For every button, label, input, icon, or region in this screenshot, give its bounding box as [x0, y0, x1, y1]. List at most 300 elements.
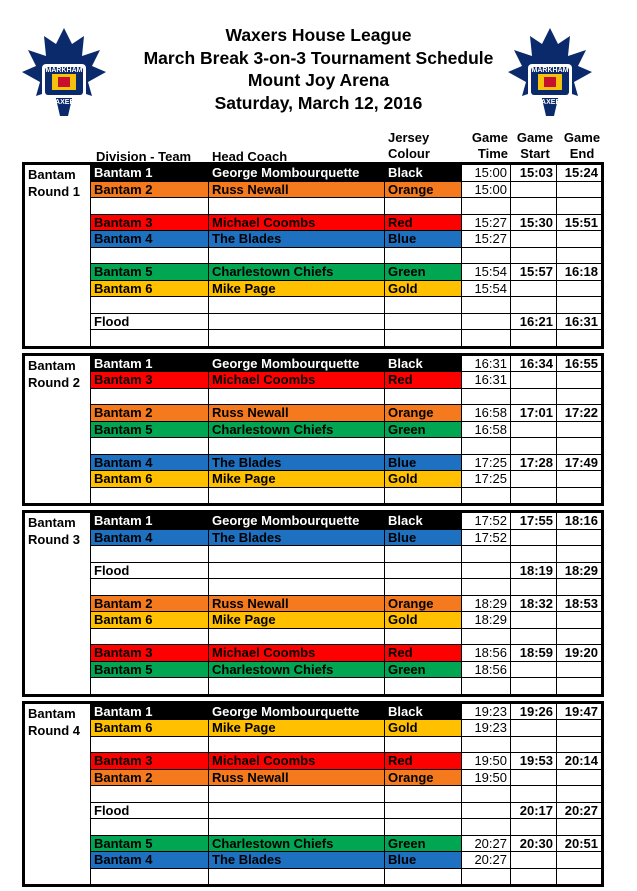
game-end-cell: [557, 612, 603, 629]
game-time-cell: [462, 868, 511, 886]
game-end-cell: 20:14: [557, 753, 603, 770]
game-time-cell: 18:29: [462, 595, 511, 612]
game-end-cell: [557, 819, 603, 836]
game-time-cell: 19:23: [462, 702, 511, 720]
jersey-cell: [385, 802, 462, 819]
coach-cell: [209, 868, 385, 886]
team-cell: [91, 678, 209, 696]
coach-cell: Michael Coombs: [209, 645, 385, 662]
round-label: Bantam Round 2: [24, 354, 91, 505]
coach-cell: The Blades: [209, 852, 385, 869]
game-row: [24, 769, 603, 786]
team-cell: Bantam 4: [91, 454, 209, 471]
game-end-cell: 16:31: [557, 313, 603, 330]
coach-cell: [209, 819, 385, 836]
game-row: [24, 280, 603, 297]
game-start-cell: [511, 198, 557, 215]
game-start-cell: 17:55: [511, 512, 557, 530]
team-cell: Flood: [91, 802, 209, 819]
team-cell: Bantam 1: [91, 354, 209, 372]
game-time-cell: 19:50: [462, 753, 511, 770]
jersey-cell: [385, 438, 462, 455]
game-start-cell: 15:30: [511, 214, 557, 231]
game-end-cell: [557, 438, 603, 455]
jersey-cell: [385, 819, 462, 836]
game-end-cell: [557, 388, 603, 405]
game-row: [24, 529, 603, 546]
game-start-cell: [511, 786, 557, 803]
coach-cell: [209, 438, 385, 455]
game-end-cell: [557, 736, 603, 753]
flood-row: [24, 802, 603, 819]
schedule-header: [0, 24, 637, 114]
game-end-cell: [557, 852, 603, 869]
game-start-cell: 17:28: [511, 454, 557, 471]
division-team-heading: Division - Team: [96, 149, 192, 164]
game-time-cell: [462, 313, 511, 330]
game-start-cell: [511, 181, 557, 198]
coach-cell: The Blades: [209, 231, 385, 248]
coach-cell: [209, 786, 385, 803]
game-start-cell: [511, 330, 557, 348]
team-cell: Bantam 6: [91, 720, 209, 737]
game-row: [24, 702, 603, 720]
team-cell: [91, 736, 209, 753]
svg-text:WAXERS: WAXERS: [534, 99, 566, 106]
jersey-cell: Blue: [385, 231, 462, 248]
team-cell: Bantam 3: [91, 372, 209, 389]
game-row: [24, 645, 603, 662]
game-end-cell: 16:55: [557, 354, 603, 372]
coach-cell: [209, 198, 385, 215]
game-start-cell: [511, 579, 557, 596]
game-start-cell: 17:01: [511, 405, 557, 422]
jersey-cell: Red: [385, 645, 462, 662]
jersey-cell: Green: [385, 661, 462, 678]
jersey-cell: [385, 628, 462, 645]
team-cell: Bantam 5: [91, 835, 209, 852]
team-cell: Bantam 2: [91, 595, 209, 612]
arena-name: Mount Joy Arena: [247, 70, 390, 91]
game-start-cell: 15:03: [511, 164, 557, 182]
jersey-cell: Blue: [385, 454, 462, 471]
game-row: [24, 612, 603, 629]
coach-cell: [209, 388, 385, 405]
team-cell: Bantam 1: [91, 164, 209, 182]
team-cell: [91, 388, 209, 405]
jersey-cell: Blue: [385, 852, 462, 869]
game-time-cell: 15:00: [462, 181, 511, 198]
coach-cell: George Mombourquette: [209, 512, 385, 530]
game-time-cell: 18:29: [462, 612, 511, 629]
spacer-row: [24, 247, 603, 264]
jersey-cell: Red: [385, 372, 462, 389]
jersey-cell: Orange: [385, 181, 462, 198]
game-end-cell: 15:51: [557, 214, 603, 231]
jersey-cell: Gold: [385, 280, 462, 297]
game-start-cell: [511, 487, 557, 505]
game-time-cell: 17:25: [462, 454, 511, 471]
game-end-cell: 17:22: [557, 405, 603, 422]
game-time-cell: 15:54: [462, 280, 511, 297]
game-end-cell: [557, 471, 603, 488]
game-time-cell: [462, 388, 511, 405]
jersey-cell: Black: [385, 164, 462, 182]
game-end-cell: 19:20: [557, 645, 603, 662]
coach-cell: Charlestown Chiefs: [209, 421, 385, 438]
coach-cell: [209, 562, 385, 579]
coach-cell: Russ Newall: [209, 181, 385, 198]
team-cell: [91, 786, 209, 803]
coach-cell: [209, 313, 385, 330]
game-time-cell: [462, 678, 511, 696]
game-row: [24, 595, 603, 612]
game-start-cell: [511, 280, 557, 297]
team-cell: Bantam 1: [91, 512, 209, 530]
game-row: [24, 214, 603, 231]
game-row: [24, 661, 603, 678]
head-coach-heading: Head Coach: [212, 149, 288, 164]
game-time-heading: Game Time: [471, 130, 508, 161]
game-end-cell: 19:47: [557, 702, 603, 720]
team-cell: Flood: [91, 313, 209, 330]
spacer-row: [24, 438, 603, 455]
round-block: [22, 510, 604, 697]
coach-cell: Mike Page: [209, 280, 385, 297]
game-row: [24, 471, 603, 488]
coach-cell: George Mombourquette: [209, 702, 385, 720]
game-time-cell: [462, 330, 511, 348]
team-cell: Bantam 2: [91, 181, 209, 198]
game-time-cell: 17:52: [462, 512, 511, 530]
spacer-row: [24, 786, 603, 803]
game-time-cell: 18:56: [462, 645, 511, 662]
coach-cell: Charlestown Chiefs: [209, 264, 385, 281]
coach-cell: George Mombourquette: [209, 164, 385, 182]
tournament-title: March Break 3-on-3 Tournament Schedule: [143, 47, 494, 68]
game-end-cell: [557, 231, 603, 248]
team-cell: [91, 628, 209, 645]
team-cell: Bantam 2: [91, 405, 209, 422]
spacer-row: [24, 819, 603, 836]
game-row: [24, 372, 603, 389]
jersey-cell: Black: [385, 512, 462, 530]
team-cell: [91, 487, 209, 505]
game-row: [24, 405, 603, 422]
game-time-cell: [462, 579, 511, 596]
game-start-cell: [511, 297, 557, 314]
team-cell: Bantam 1: [91, 702, 209, 720]
team-cell: [91, 819, 209, 836]
team-cell: Bantam 2: [91, 769, 209, 786]
game-start-cell: [511, 769, 557, 786]
coach-cell: [209, 546, 385, 563]
game-start-cell: 15:57: [511, 264, 557, 281]
game-end-cell: [557, 372, 603, 389]
game-start-cell: [511, 868, 557, 886]
jersey-cell: [385, 388, 462, 405]
game-row: [24, 720, 603, 737]
game-time-cell: 16:31: [462, 372, 511, 389]
game-row: [24, 181, 603, 198]
jersey-cell: Green: [385, 421, 462, 438]
game-time-cell: 19:23: [462, 720, 511, 737]
jersey-cell: Black: [385, 702, 462, 720]
jersey-cell: Red: [385, 753, 462, 770]
coach-cell: The Blades: [209, 529, 385, 546]
game-end-cell: [557, 529, 603, 546]
game-start-cell: [511, 678, 557, 696]
game-row: [24, 164, 603, 182]
jersey-cell: Red: [385, 214, 462, 231]
game-end-cell: [557, 661, 603, 678]
round-block: [22, 353, 604, 507]
coach-cell: Charlestown Chiefs: [209, 661, 385, 678]
game-time-cell: [462, 247, 511, 264]
game-start-cell: 18:32: [511, 595, 557, 612]
game-time-cell: [462, 786, 511, 803]
game-row: [24, 421, 603, 438]
round-block: [22, 162, 604, 349]
game-start-cell: [511, 388, 557, 405]
coach-cell: [209, 678, 385, 696]
game-start-cell: 19:26: [511, 702, 557, 720]
game-end-cell: [557, 546, 603, 563]
team-cell: [91, 579, 209, 596]
game-row: [24, 454, 603, 471]
spacer-row: [24, 487, 603, 505]
team-cell: Bantam 5: [91, 661, 209, 678]
game-end-cell: [557, 181, 603, 198]
game-time-cell: 16:58: [462, 405, 511, 422]
game-start-cell: [511, 471, 557, 488]
game-end-cell: [557, 628, 603, 645]
game-time-cell: 17:52: [462, 529, 511, 546]
team-cell: Bantam 6: [91, 612, 209, 629]
spacer-row: [24, 297, 603, 314]
coach-cell: [209, 487, 385, 505]
team-cell: [91, 198, 209, 215]
jersey-cell: [385, 487, 462, 505]
game-start-cell: 20:17: [511, 802, 557, 819]
game-time-cell: [462, 546, 511, 563]
spacer-row: [24, 388, 603, 405]
jersey-cell: [385, 579, 462, 596]
team-cell: [91, 868, 209, 886]
game-start-cell: [511, 628, 557, 645]
game-end-heading: Game End: [563, 130, 601, 161]
game-start-cell: [511, 852, 557, 869]
jersey-cell: Orange: [385, 405, 462, 422]
game-end-cell: [557, 678, 603, 696]
game-start-cell: 20:30: [511, 835, 557, 852]
game-time-cell: 15:00: [462, 164, 511, 182]
game-start-cell: 16:21: [511, 313, 557, 330]
game-time-cell: 19:50: [462, 769, 511, 786]
team-cell: Bantam 6: [91, 280, 209, 297]
jersey-cell: [385, 247, 462, 264]
game-start-cell: [511, 421, 557, 438]
game-end-cell: [557, 297, 603, 314]
jersey-colour-heading: Jersey Colour: [388, 130, 430, 161]
jersey-cell: [385, 868, 462, 886]
game-time-cell: [462, 562, 511, 579]
game-time-cell: [462, 438, 511, 455]
game-start-cell: 19:53: [511, 753, 557, 770]
coach-cell: Mike Page: [209, 471, 385, 488]
round-label: Bantam Round 1: [24, 164, 91, 348]
game-start-cell: [511, 247, 557, 264]
event-date: Saturday, March 12, 2016: [214, 92, 423, 113]
game-start-cell: [511, 529, 557, 546]
coach-cell: Michael Coombs: [209, 753, 385, 770]
coach-cell: Russ Newall: [209, 405, 385, 422]
game-end-cell: [557, 579, 603, 596]
spacer-row: [24, 198, 603, 215]
game-start-cell: [511, 819, 557, 836]
team-cell: Flood: [91, 562, 209, 579]
jersey-cell: [385, 546, 462, 563]
jersey-cell: Green: [385, 264, 462, 281]
svg-text:MARKHAM: MARKHAM: [531, 67, 569, 74]
game-time-cell: [462, 487, 511, 505]
game-end-cell: 20:27: [557, 802, 603, 819]
schedule-table: [22, 162, 604, 891]
game-end-cell: [557, 487, 603, 505]
team-cell: [91, 546, 209, 563]
team-cell: [91, 247, 209, 264]
jersey-cell: Orange: [385, 769, 462, 786]
game-end-cell: 18:53: [557, 595, 603, 612]
game-time-cell: [462, 736, 511, 753]
game-time-cell: 17:25: [462, 471, 511, 488]
game-row: [24, 354, 603, 372]
coach-cell: [209, 628, 385, 645]
svg-text:WAXERS: WAXERS: [48, 99, 80, 106]
game-end-cell: [557, 280, 603, 297]
coach-cell: [209, 736, 385, 753]
round-block: [22, 701, 604, 888]
spacer-row: [24, 579, 603, 596]
jersey-cell: Gold: [385, 471, 462, 488]
jersey-cell: Orange: [385, 595, 462, 612]
round-label: Bantam Round 3: [24, 512, 91, 696]
game-time-cell: [462, 802, 511, 819]
game-end-cell: [557, 330, 603, 348]
spacer-row: [24, 546, 603, 563]
jersey-cell: [385, 198, 462, 215]
game-start-cell: [511, 661, 557, 678]
game-time-cell: 16:58: [462, 421, 511, 438]
game-time-cell: [462, 297, 511, 314]
game-end-cell: [557, 421, 603, 438]
jersey-cell: [385, 297, 462, 314]
jersey-cell: Black: [385, 354, 462, 372]
game-end-cell: 17:49: [557, 454, 603, 471]
spacer-row: [24, 628, 603, 645]
coach-cell: Mike Page: [209, 612, 385, 629]
team-cell: Bantam 3: [91, 645, 209, 662]
team-cell: Bantam 5: [91, 421, 209, 438]
team-cell: Bantam 5: [91, 264, 209, 281]
coach-cell: [209, 297, 385, 314]
game-end-cell: 18:16: [557, 512, 603, 530]
game-start-cell: 18:19: [511, 562, 557, 579]
game-time-cell: [462, 198, 511, 215]
spacer-row: [24, 736, 603, 753]
game-start-cell: 16:34: [511, 354, 557, 372]
jersey-cell: Blue: [385, 529, 462, 546]
coach-cell: Russ Newall: [209, 769, 385, 786]
jersey-cell: Green: [385, 835, 462, 852]
game-start-heading: Game Start: [516, 130, 554, 161]
team-cell: Bantam 3: [91, 753, 209, 770]
coach-cell: Michael Coombs: [209, 214, 385, 231]
game-row: [24, 852, 603, 869]
flood-row: [24, 313, 603, 330]
spacer-row: [24, 678, 603, 696]
coach-cell: [209, 247, 385, 264]
coach-cell: Charlestown Chiefs: [209, 835, 385, 852]
team-cell: Bantam 4: [91, 852, 209, 869]
game-row: [24, 835, 603, 852]
team-cell: Bantam 4: [91, 529, 209, 546]
flood-row: [24, 562, 603, 579]
team-cell: [91, 438, 209, 455]
team-cell: Bantam 3: [91, 214, 209, 231]
jersey-cell: [385, 678, 462, 696]
game-time-cell: 20:27: [462, 852, 511, 869]
game-end-cell: [557, 786, 603, 803]
game-time-cell: 15:54: [462, 264, 511, 281]
game-start-cell: [511, 546, 557, 563]
game-end-cell: [557, 247, 603, 264]
coach-cell: Michael Coombs: [209, 372, 385, 389]
jersey-cell: [385, 736, 462, 753]
game-start-cell: [511, 612, 557, 629]
jersey-cell: [385, 562, 462, 579]
coach-cell: Russ Newall: [209, 595, 385, 612]
game-row: [24, 264, 603, 281]
game-end-cell: [557, 198, 603, 215]
game-row: [24, 512, 603, 530]
team-cell: [91, 297, 209, 314]
game-time-cell: 15:27: [462, 214, 511, 231]
game-end-cell: [557, 769, 603, 786]
game-end-cell: [557, 720, 603, 737]
jersey-cell: Gold: [385, 612, 462, 629]
game-time-cell: 16:31: [462, 354, 511, 372]
coach-cell: The Blades: [209, 454, 385, 471]
coach-cell: [209, 802, 385, 819]
game-end-cell: 16:18: [557, 264, 603, 281]
game-time-cell: 15:27: [462, 231, 511, 248]
jersey-cell: [385, 313, 462, 330]
game-time-cell: [462, 819, 511, 836]
spacer-row: [24, 330, 603, 348]
game-start-cell: [511, 736, 557, 753]
game-row: [24, 753, 603, 770]
svg-text:MARKHAM: MARKHAM: [45, 67, 83, 74]
game-time-cell: 18:56: [462, 661, 511, 678]
game-start-cell: [511, 372, 557, 389]
jersey-cell: [385, 786, 462, 803]
game-start-cell: [511, 438, 557, 455]
team-cell: Bantam 6: [91, 471, 209, 488]
coach-cell: Mike Page: [209, 720, 385, 737]
coach-cell: [209, 330, 385, 348]
game-start-cell: [511, 720, 557, 737]
